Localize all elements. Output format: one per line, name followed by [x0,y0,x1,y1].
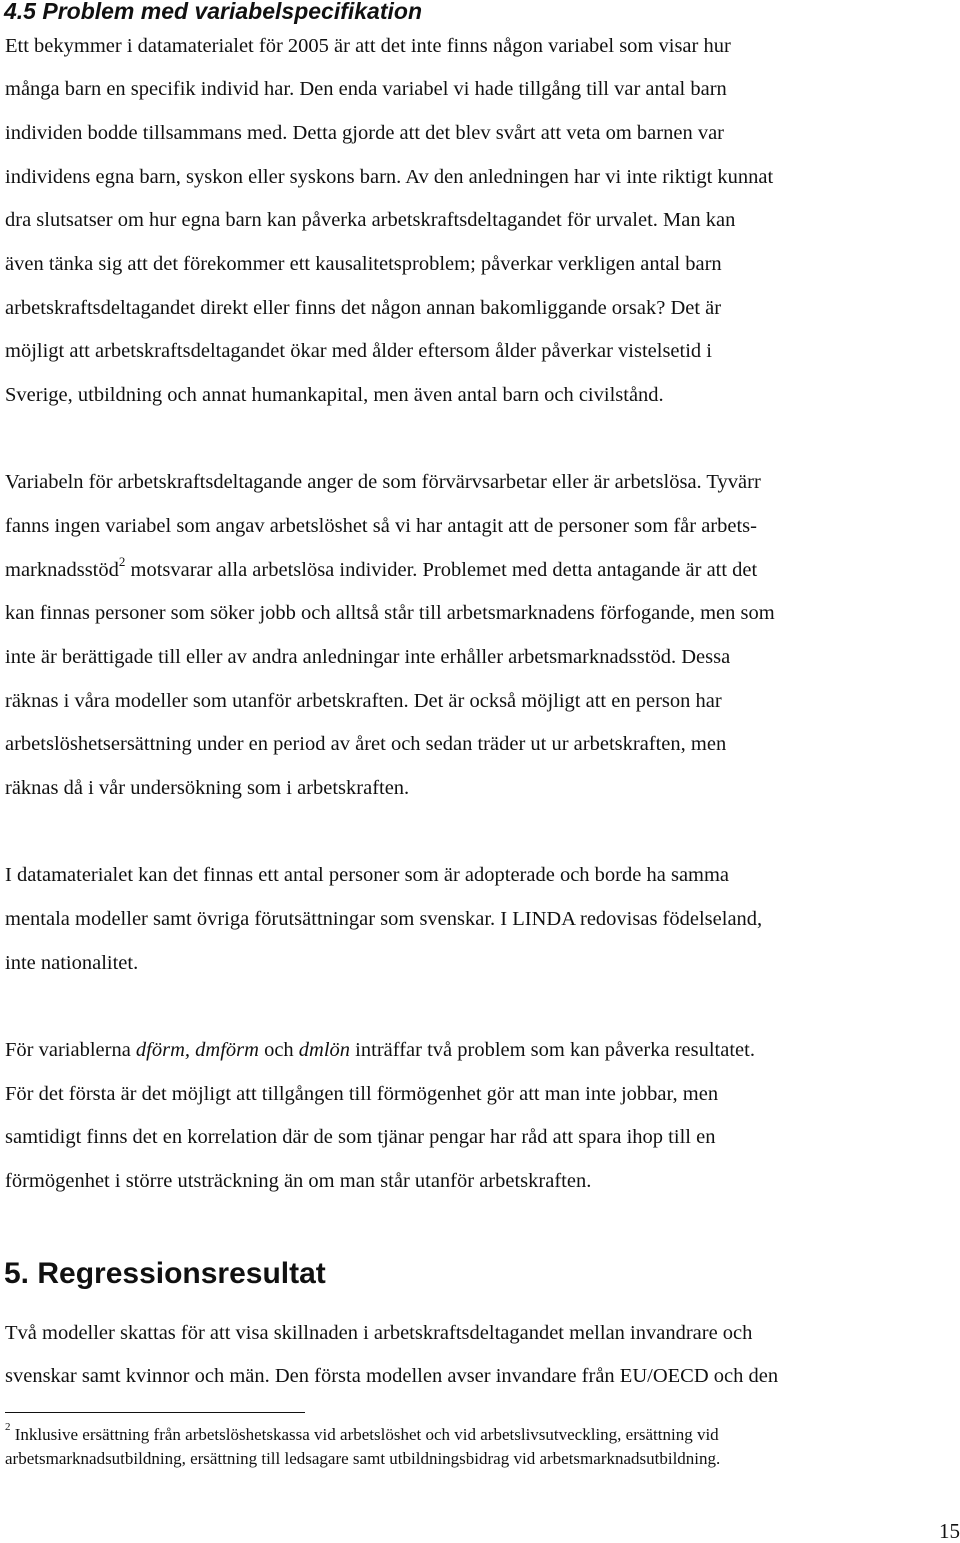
paragraph-1-line: även tänka sig att det förekommer ett kausalitetsproblem; påverkar verkligen antal barn [5,253,722,275]
paragraph-4-line: För det första är det möjligt att tillgången till förmögenhet gör att man inte jobbar, men [5,1083,719,1105]
footnote-line [5,1421,719,1446]
footnote-divider [5,1412,305,1413]
paragraph-1-line: individens egna barn, syskon eller syskons barn. Av den anledningen har vi inte riktigt kunnat [5,166,774,188]
paragraph-3-line: mentala modeller samt övriga förutsättningar som svenskar. I LINDA redovisas födelseland, [5,908,763,930]
paragraph-4-line: förmögenhet i större utsträckning än om man står utanför arbetskraften. [5,1170,592,1192]
section-5-line: svenskar samt kvinnor och män. Den första modellen avser invandare från EU/OECD och den [5,1365,779,1387]
paragraph-1-line: arbetskraftsdeltagandet direkt eller finns det någon annan bakomliggande orsak? Det är [5,297,722,319]
paragraph-2-line: inte är berättigade till eller av andra anledningar inte erhåller arbetsmarknadsstöd. Dessa [5,646,731,668]
paragraph-2-line: Variabeln för arbetskraftsdeltagande anger de som förvärvsarbetar eller är arbetslösa. Tyvärr [5,471,761,493]
paragraph-1-line: möjligt att arbetskraftsdeltagandet ökar med ålder eftersom ålder påverkar vistelsetid i [5,340,712,362]
footnote-line: arbetsmarknadsutbildning, ersättning till ledsagare samt utbildningsbidrag vid arbetsmarknadsutbildning. [5,1449,721,1468]
line-text: och [258,1039,299,1061]
paragraph-4-line [5,1036,755,1064]
paragraph-3-line: I datamaterialet kan det finnas ett antal personer som är adopterade och borde ha samma [5,864,730,886]
footnote-reference[interactable]: 2 [118,554,126,570]
variable-name: dförm, dmförm [135,1039,259,1061]
paragraph-2-line [5,556,757,584]
paragraph-2-line: räknas i våra modeller som utanför arbetskraften. Det är också möjligt att en person har [5,690,722,712]
paragraph-2-line: arbetslöshetsersättning under en period av året och sedan träder ut ur arbetskraften, men [5,733,727,755]
variable-name: dmlön [298,1039,351,1061]
line-text: marknadsstöd [5,559,119,581]
section-heading-4-5: 4.5 Problem med variabelspecifikation [4,0,422,24]
paragraph-2-line: kan finnas personer som söker jobb och alltså står till arbetsmarknadens förfogande, men som [5,602,775,624]
line-text: För variablerna [5,1039,136,1061]
paragraph-4-line: samtidigt finns det en korrelation där de som tjänar pengar har råd att spara ihop till en [5,1126,716,1148]
line-text: motsvarar alla arbetslösa individer. Problemet med detta antagande är att det [125,559,758,581]
footnote-text: Inklusive ersättning från arbetslöshetskassa vid arbetslöshet och vid arbetslivsutveckling, ersättning vid [10,1425,719,1444]
paragraph-2-line: räknas då i vår undersökning som i arbetskraften. [5,777,410,799]
paragraph-1-line: individen bodde tillsammans med. Detta gjorde att det blev svårt att veta om barnen var [5,122,725,144]
footnote-marker: 2 [5,1421,11,1434]
paragraph-2-line: fanns ingen variabel som angav arbetslöshet så vi har antagit att de personer som får arbets- [5,515,757,537]
paragraph-1-line: många barn en specifik individ har. Den enda variabel vi hade tillgång till var antal barn [5,78,727,100]
paragraph-1-line: dra slutsatser om hur egna barn kan påverka arbetskraftsdeltagandet för urvalet. Man kan [5,209,736,231]
page-number: 15 [939,1519,960,1543]
section-heading-5: 5. Regressionsresultat [4,1257,326,1290]
paragraph-1-line: Sverige, utbildning och annat humankapital, men även antal barn och civilstånd. [5,384,664,406]
section-5-line: Två modeller skattas för att visa skillnaden i arbetskraftsdeltagandet mellan invandrare och [5,1322,753,1344]
line-text: inträffar två problem som kan påverka resultatet. [350,1039,755,1061]
paragraph-3-line: inte nationalitet. [5,952,139,974]
paragraph-1-line: Ett bekymmer i datamaterialet för 2005 är att det inte finns någon variabel som visar hur [5,35,731,57]
